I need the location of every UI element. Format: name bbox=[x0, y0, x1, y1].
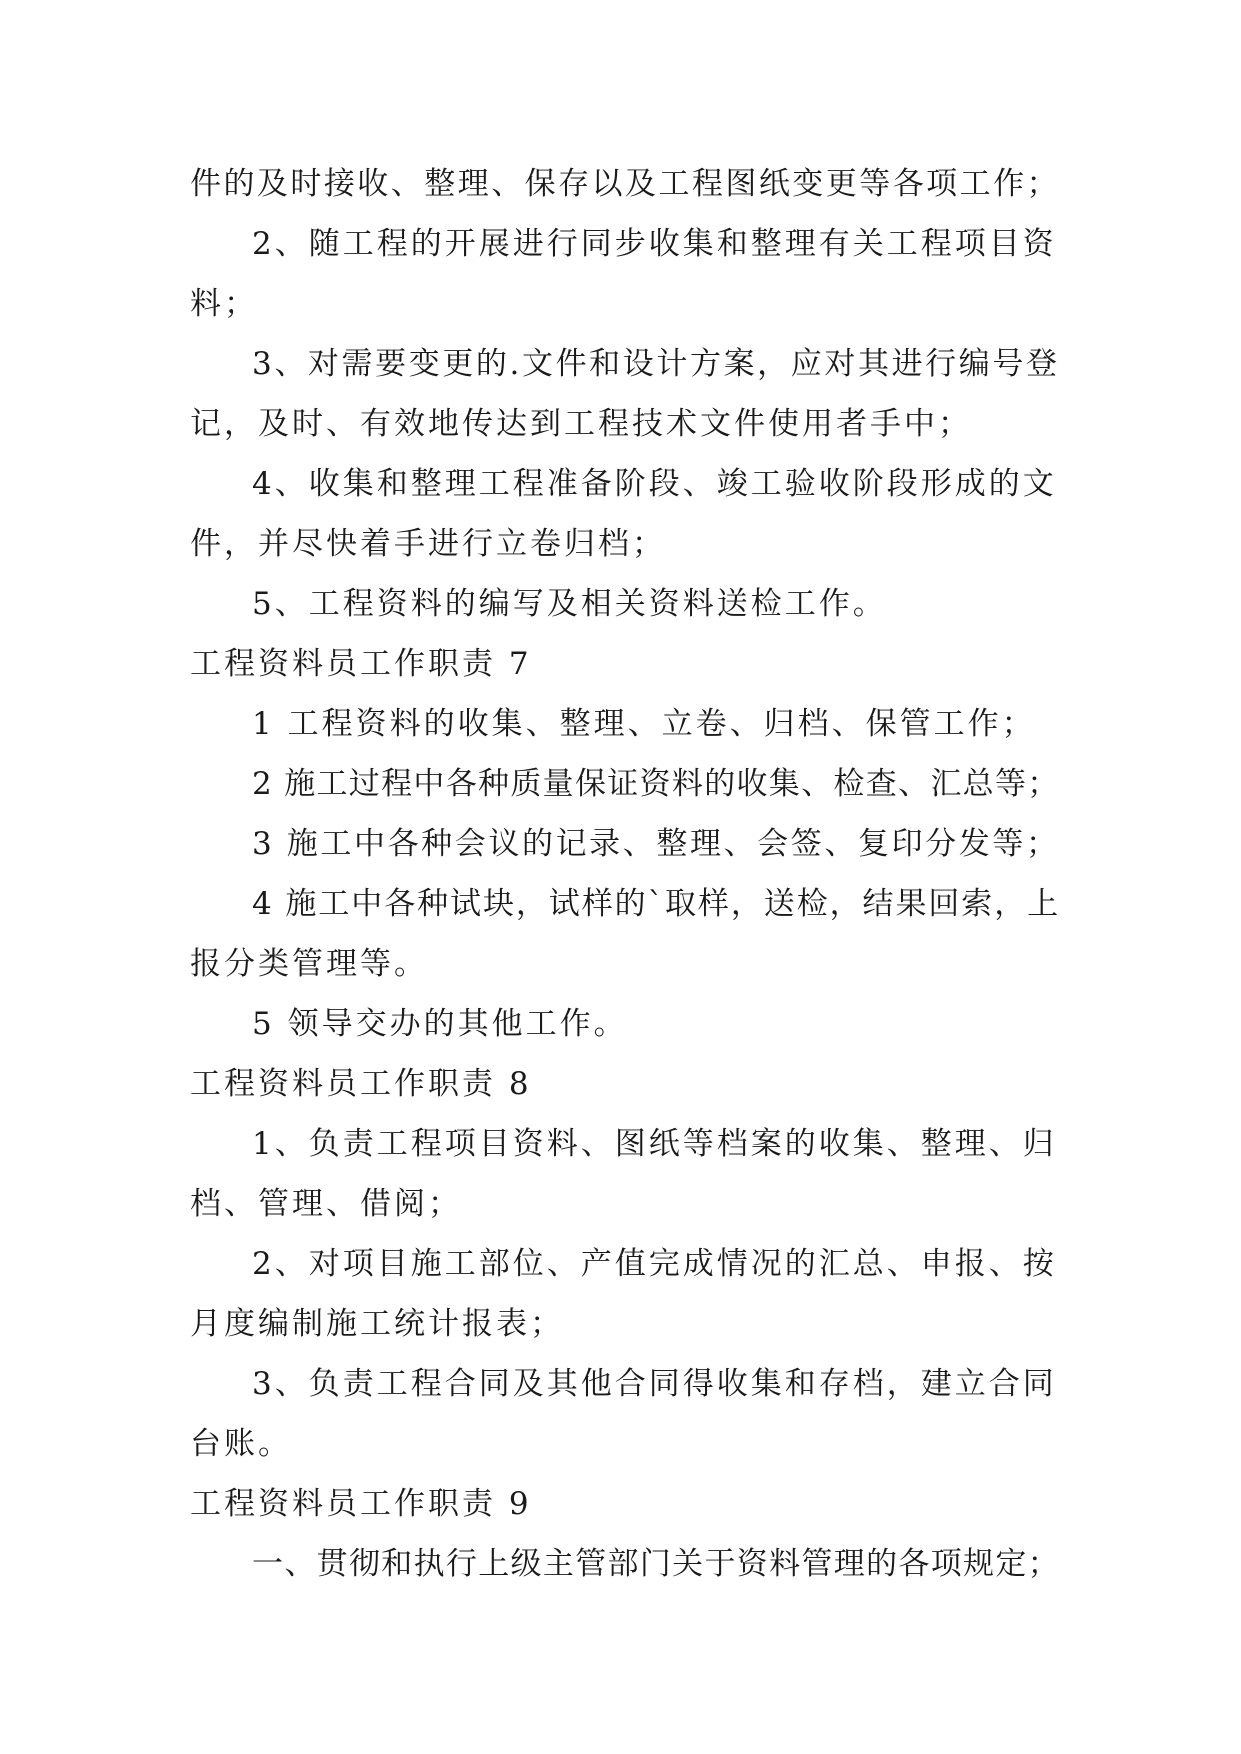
text-line: 1 工程资料的收集、整理、立卷、归档、保管工作； bbox=[252, 706, 1036, 742]
text-line: 5、工程资料的编写及相关资料送检工作。 bbox=[252, 586, 887, 622]
text-line: 3、负责工程合同及其他合同得收集和存档，建立合同 bbox=[252, 1366, 1057, 1402]
text-line: 5 领导交办的其他工作。 bbox=[252, 1006, 628, 1042]
text-line: 4、收集和整理工程准备阶段、竣工验收阶段形成的文 bbox=[252, 466, 1057, 502]
section-heading: 工程资料员工作职责 8 bbox=[190, 1066, 532, 1102]
text-line: 档、管理、借阅； bbox=[190, 1186, 462, 1222]
text-line: 台账。 bbox=[190, 1426, 292, 1462]
text-line: 报分类管理等。 bbox=[190, 946, 428, 982]
text-line: 3、对需要变更的.文件和设计方案，应对其进行编号登 bbox=[252, 346, 1060, 382]
text-line: 3 施工中各种会议的记录、整理、会签、复印分发等； bbox=[252, 826, 1060, 862]
text-line: 一、贯彻和执行上级主管部门关于资料管理的各项规定； bbox=[252, 1546, 1060, 1582]
text-line: 月度编制施工统计报表； bbox=[190, 1306, 564, 1342]
section-heading: 工程资料员工作职责 9 bbox=[190, 1486, 532, 1522]
text-line: 件的及时接收、整理、保存以及工程图纸变更等各项工作； bbox=[190, 166, 1060, 202]
text-line: 4 施工中各种试块，试样的`取样，送检，结果回索，上 bbox=[252, 886, 1061, 922]
section-heading: 工程资料员工作职责 7 bbox=[190, 646, 532, 682]
text-line: 1、负责工程项目资料、图纸等档案的收集、整理、归 bbox=[252, 1126, 1057, 1162]
text-line: 件，并尽快着手进行立卷归档； bbox=[190, 526, 666, 562]
text-line: 料； bbox=[190, 286, 258, 322]
text-line: 2、对项目施工部位、产值完成情况的汇总、申报、按 bbox=[252, 1246, 1057, 1282]
text-line: 记，及时、有效地传达到工程技术文件使用者手中； bbox=[190, 406, 972, 442]
text-line: 2 施工过程中各种质量保证资料的收集、检查、汇总等； bbox=[252, 766, 1060, 802]
text-line: 2、随工程的开展进行同步收集和整理有关工程项目资 bbox=[252, 226, 1057, 262]
